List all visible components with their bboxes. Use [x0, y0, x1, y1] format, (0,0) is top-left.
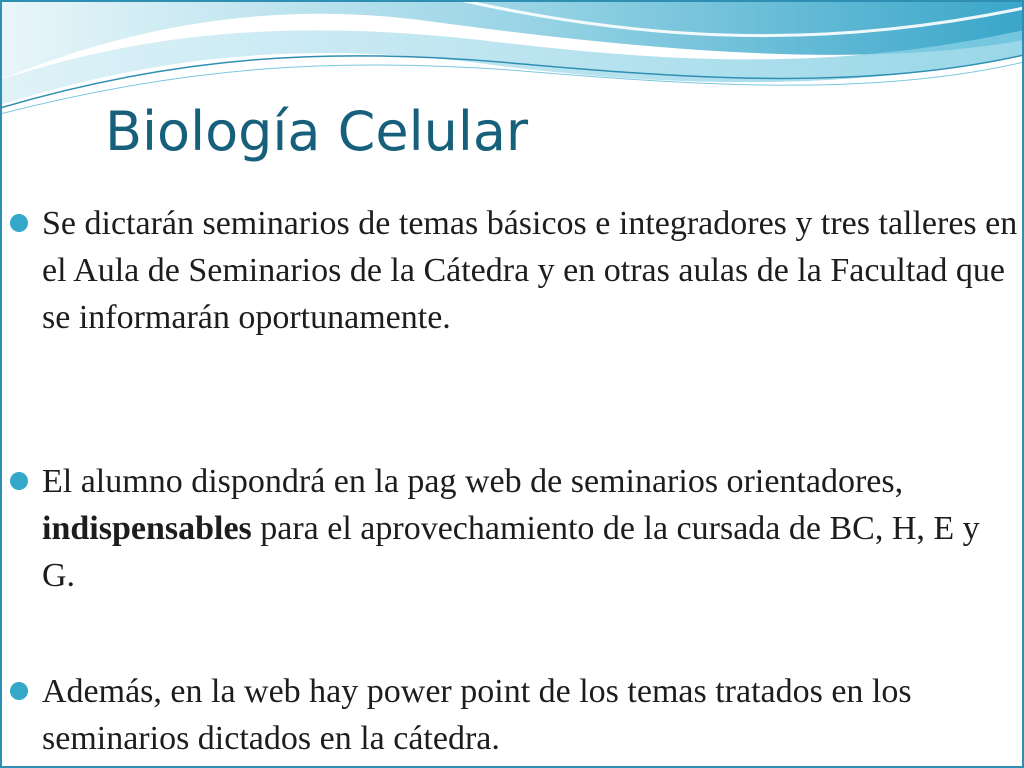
bullet-text: Además, en la web hay power point de los temas tratados en los seminarios dictados en la cátedra.: [42, 673, 912, 757]
bullet-icon: [10, 682, 28, 700]
bullet-emphasis: indispensables: [42, 510, 252, 547]
bullet-item: [10, 458, 1020, 599]
bullet-text-part: El alumno dispondrá en la pag web de seminarios orientadores,: [42, 463, 904, 500]
bullet-icon: [10, 214, 28, 232]
bullet-text: Se dictarán seminarios de temas básicos e integradores y tres talleres en el Aula de Seminarios de la Cátedra y en otras aulas de la Facultad que se informarán oportunamente.: [42, 205, 1018, 336]
bullet-text: [42, 458, 1020, 599]
bullet-icon: [10, 472, 28, 490]
bullet-item: [10, 200, 1020, 341]
slide-title: Biología Celular: [105, 100, 529, 163]
bullet-item: [10, 668, 1020, 762]
bullet-text-part: para el aprovechamiento de la cursada de BC, H, E y G.: [42, 510, 980, 594]
